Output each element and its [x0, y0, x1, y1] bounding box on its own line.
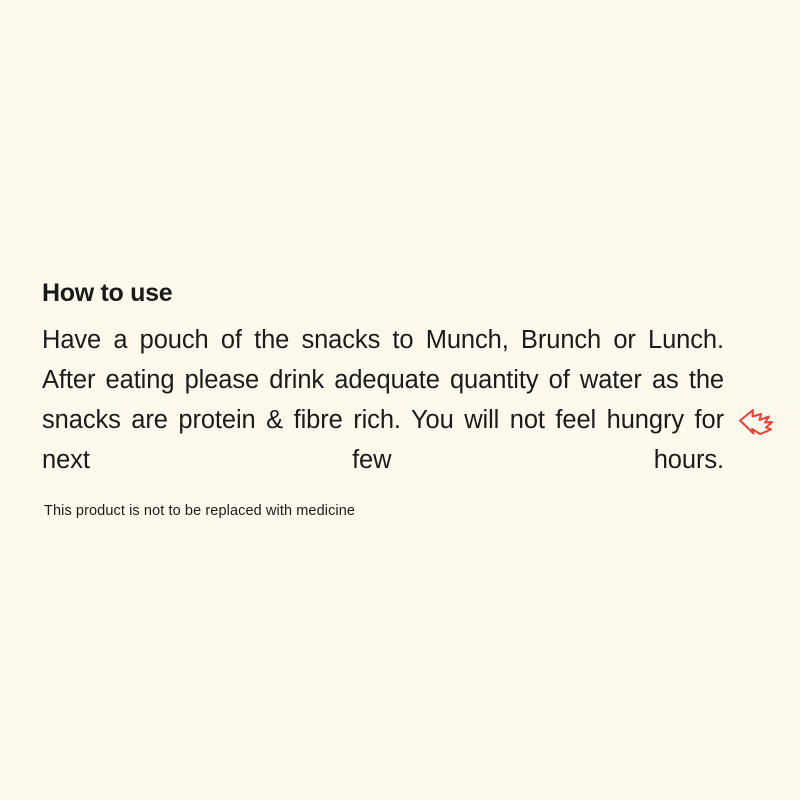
instructions-paragraph: Have a pouch of the snacks to Munch, Brunch or Lunch. After eating please drink adequate quantity of water as the snacks are protein & fibre rich. You will not feel hungry for next few hours. — [42, 326, 724, 474]
disclaimer-text: This product is not to be replaced with medicine — [44, 503, 356, 519]
left-pointing-hand-arrow-icon — [738, 401, 776, 441]
page-title: How to use — [42, 279, 173, 307]
how-to-use-section — [42, 278, 742, 520]
